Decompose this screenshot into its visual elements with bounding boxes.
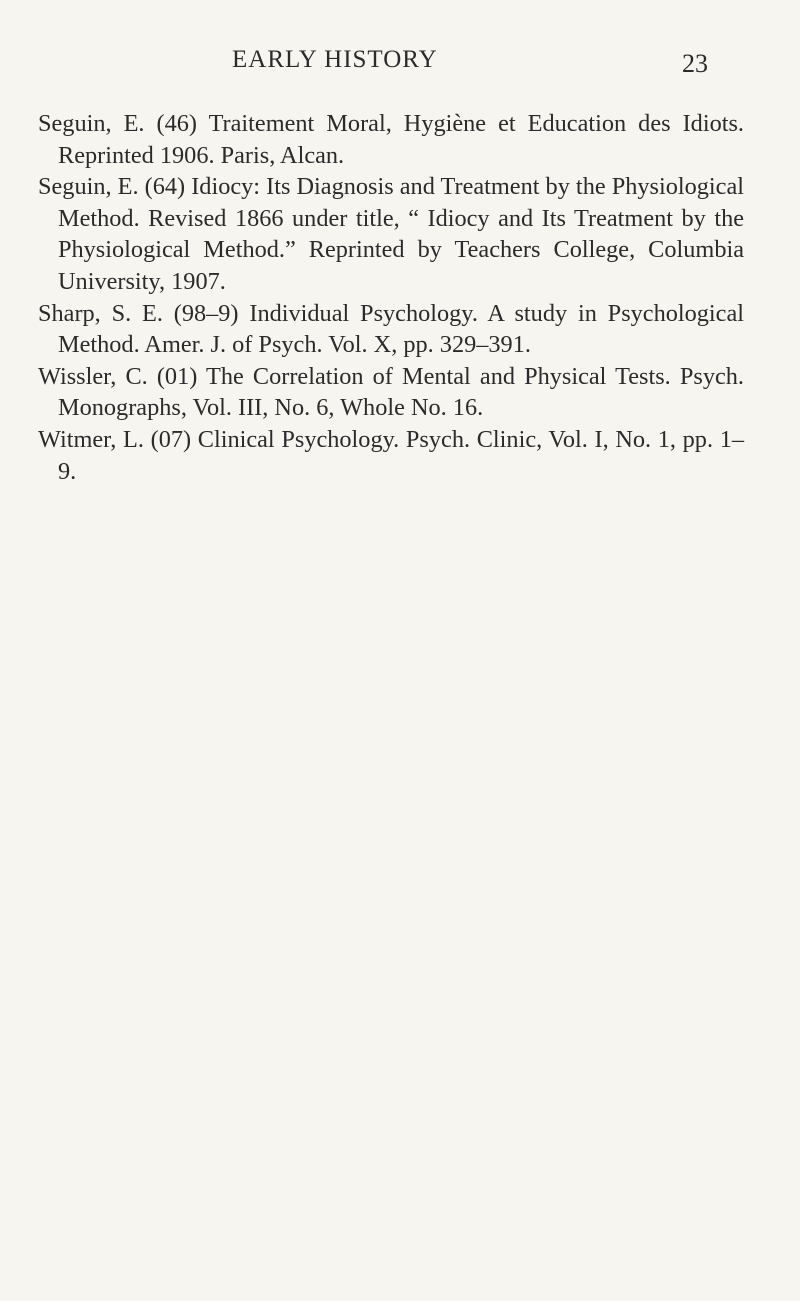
reference-entry-seguin-46: Seguin, E. (46) Traitement Moral, Hygiène et Education des Idiots. Reprinted 1906. Paris, Alcan. bbox=[38, 110, 744, 169]
reference-entry-sharp: Sharp, S. E. (98–9) Individual Psychology. A study in Psychological Method. Amer. J. of Psych. Vol. X, pp. 329–391. bbox=[38, 299, 744, 359]
running-title: EARLY HISTORY bbox=[232, 46, 438, 73]
page-number: 23 bbox=[682, 49, 708, 78]
running-head bbox=[0, 46, 800, 86]
reference-list bbox=[38, 108, 744, 487]
reference-entry-seguin-64: Seguin, E. (64) Idiocy: Its Diagnosis and Treatment by the Physiological Method. Revised 1866 under title, “ Idiocy and Its Treatment by the Physiological Method.” Reprinted by Teachers College, Columbia University, 1907. bbox=[38, 173, 744, 295]
reference-entry-witmer: Witmer, L. (07) Clinical Psychology. Psych. Clinic, Vol. I, No. 1, pp. 1–9. bbox=[38, 425, 744, 485]
reference-entry-wissler: Wissler, C. (01) The Correlation of Mental and Physical Tests. Psych. Monographs, Vol. III, No. 6, Whole No. 16. bbox=[38, 362, 744, 422]
